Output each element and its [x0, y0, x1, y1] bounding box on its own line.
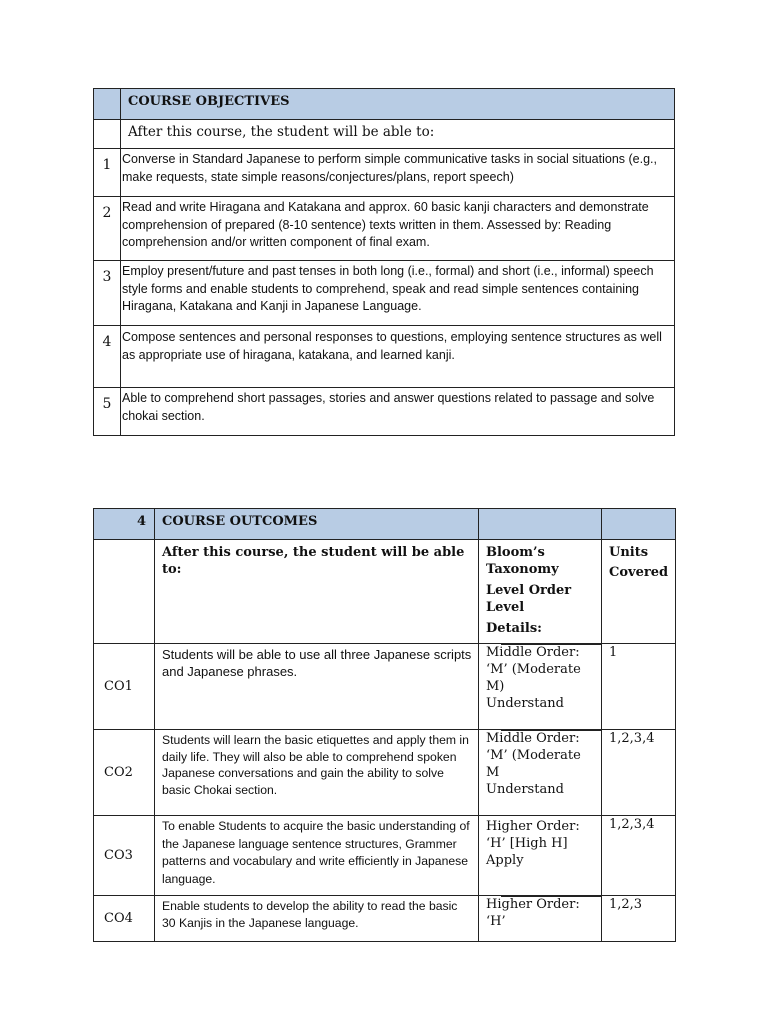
- level-line: ‘H’: [486, 914, 506, 929]
- level-line: ‘H’ [High H]: [486, 836, 568, 851]
- outcome-level: [479, 644, 602, 730]
- bloom-header-line: Bloom’s: [486, 545, 545, 560]
- units-header-line: Units: [609, 545, 649, 560]
- course-objectives-table: [93, 88, 675, 436]
- table-row: [94, 197, 675, 261]
- objective-text: Read and write Hiragana and Katakana and approx. 60 basic kanji characters and demonstrate comprehension of prepared (8-10 sentence) texts written in them. Assessed by: Reading comprehension and/or written component of final exam.: [121, 197, 675, 261]
- objective-number: 2: [94, 197, 121, 261]
- cell-divider: [501, 896, 601, 897]
- objectives-intro: After this course, the student will be able to:: [121, 120, 675, 149]
- outcome-units: 1,2,3: [602, 896, 676, 942]
- outcomes-section-number: 4: [94, 509, 155, 540]
- level-line: ‘M’ (Moderate: [486, 748, 581, 763]
- objectives-intro-row: [94, 120, 675, 149]
- objectives-header-number-cell: [94, 89, 121, 120]
- co-label: CO3: [94, 816, 155, 896]
- table-row: [94, 326, 675, 388]
- level-line: Understand: [486, 782, 564, 797]
- bloom-header: [479, 540, 602, 644]
- outcome-units: 1,2,3,4: [602, 816, 676, 896]
- outcome-text: To enable Students to acquire the basic understanding of the Japanese language sentence structures, Grammer patterns and vocabulary and write efficiently in Japanese language.: [155, 816, 479, 896]
- course-outcomes-table: [93, 508, 676, 942]
- outcomes-subheader-row: [94, 540, 676, 644]
- level-line: Higher Order:: [486, 897, 580, 912]
- cell-divider: [501, 730, 601, 731]
- objective-number: 4: [94, 326, 121, 388]
- objective-text: Converse in Standard Japanese to perform simple communicative tasks in social situations (e.g., make requests, state simple reasons/conjectures/plans, report speech): [121, 149, 675, 197]
- bloom-header-line: Level: [486, 600, 525, 615]
- objectives-header-row: [94, 89, 675, 120]
- co-label: CO4: [94, 896, 155, 942]
- table-row: [94, 149, 675, 197]
- table-row: [94, 730, 676, 816]
- outcome-level: [479, 730, 602, 816]
- level-line: Middle Order:: [486, 645, 580, 660]
- table-row: [94, 261, 675, 326]
- outcome-level: [479, 896, 602, 942]
- level-line: Apply: [486, 853, 524, 868]
- objectives-intro-number-cell: [94, 120, 121, 149]
- level-line: Middle Order:: [486, 731, 580, 746]
- objective-number: 1: [94, 149, 121, 197]
- table-row: [94, 644, 676, 730]
- level-line: Understand: [486, 696, 564, 711]
- outcome-units: 1,2,3,4: [602, 730, 676, 816]
- cell-divider: [501, 644, 601, 645]
- bloom-header-line: Level Order: [486, 583, 572, 598]
- table-row: [94, 816, 676, 896]
- outcomes-subheader-empty-cell: [94, 540, 155, 644]
- level-line: M: [486, 765, 500, 780]
- table-row: [94, 388, 675, 436]
- bloom-header-line: Taxonomy: [486, 562, 559, 577]
- units-header-line: Covered: [609, 565, 669, 580]
- outcomes-header-row: [94, 509, 676, 540]
- outcome-text: Students will be able to use all three Japanese scripts and Japanese phrases.: [155, 644, 479, 730]
- co-label: CO1: [94, 644, 155, 730]
- outcome-units: 1: [602, 644, 676, 730]
- level-line: ‘M’ (Moderate: [486, 662, 581, 677]
- outcome-text: Students will learn the basic etiquettes and apply them in daily life. They will also be able to comprehend spoken Japanese conversations and gain the ability to solve basic Chokai section.: [155, 730, 479, 816]
- objective-text: Employ present/future and past tenses in both long (i.e., formal) and short (i.e., informal) speech style forms and enable students to comprehend, speak and read simple sentences containing Hiragana, Katakana and Kanji in Japanese Language.: [121, 261, 675, 326]
- objective-number: 5: [94, 388, 121, 436]
- outcomes-header-empty-cell: [479, 509, 602, 540]
- level-line: M): [486, 679, 505, 694]
- bloom-header-line: Details:: [486, 621, 542, 636]
- outcomes-header-empty-cell: [602, 509, 676, 540]
- outcomes-intro: After this course, the student will be able to:: [155, 540, 479, 644]
- table-row: [94, 896, 676, 942]
- objective-text: Able to comprehend short passages, stories and answer questions related to passage and solve chokai section.: [121, 388, 675, 436]
- outcome-level: [479, 816, 602, 896]
- objectives-title: COURSE OBJECTIVES: [121, 89, 675, 120]
- level-line: Higher Order:: [486, 819, 580, 834]
- objective-text: Compose sentences and personal responses to questions, employing sentence structures as well as appropriate use of hiragana, katakana, and learned kanji.: [121, 326, 675, 388]
- objective-number: 3: [94, 261, 121, 326]
- outcomes-title: COURSE OUTCOMES: [155, 509, 479, 540]
- units-header: [602, 540, 676, 644]
- outcome-text: Enable students to develop the ability to read the basic 30 Kanjis in the Japanese language.: [155, 896, 479, 942]
- co-label: CO2: [94, 730, 155, 816]
